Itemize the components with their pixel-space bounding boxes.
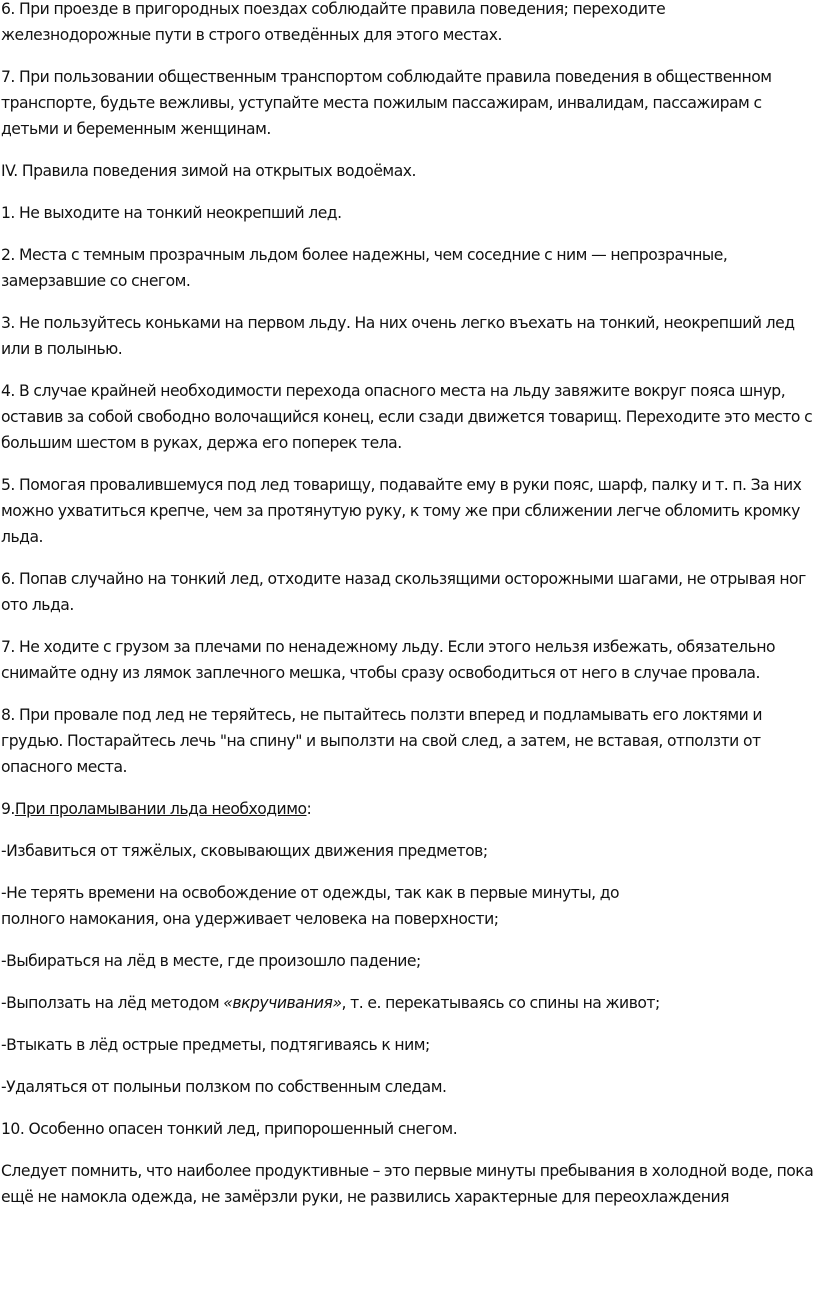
- rule-item-5: 5. Помогая провалившемуся под лед товарищу, подавайте ему в руки пояс, шарф, палку и т. п. За них можно ухватиться крепче, чем за протянутую руку, к тому же при сближении легче обломить кромку льда.: [1, 476, 802, 546]
- item-9-number: 9.: [1, 800, 15, 818]
- dash-item-2-line-2: полного намокания, она удерживает человека на поверхности;: [1, 910, 499, 928]
- section-heading: IV. Правила поведения зимой на открытых водоёмах.: [1, 162, 416, 180]
- rule-item-8: 8. При провале под лед не теряйтесь, не пытайтесь ползти вперед и подламывать его локтями и грудью. Постарайтесь лечь "на спину" и выползти на свой след, а затем, не вставая, отползти от опасного места.: [1, 706, 763, 776]
- rule-item-2: 2. Места с темным прозрачным льдом более надежны, чем соседние с ним — непрозрачные, замерзавшие со снегом.: [1, 246, 728, 290]
- dash-item-5: -Втыкать в лёд острые предметы, подтягиваясь к ним;: [1, 1036, 430, 1054]
- dash-item-2-line-1: -Не терять времени на освобождение от одежды, так как в первые минуты, до: [1, 884, 620, 902]
- dash-item-4-start: -Выползать на лёд методом: [1, 994, 224, 1012]
- dash-item-6: -Удаляться от полыньи ползком по собственным следам.: [1, 1078, 447, 1096]
- paragraph-item-7: 7. При пользовании общественным транспортом соблюдайте правила поведения в общественном транспорте, будьте вежливы, уступайте места пожилым пассажирам, инвалидам, пассажирам с детьми и беременным женщинам.: [1, 68, 772, 138]
- dash-item-4: [1, 990, 816, 1016]
- rule-item-10: 10. Особенно опасен тонкий лед, припорошенный снегом.: [1, 1120, 458, 1138]
- item-9-colon: :: [306, 800, 312, 818]
- closing-paragraph: Следует помнить, что наиболее продуктивные – это первые минуты пребывания в холодной воде, пока ещё не намокла одежда, не замёрзли руки, не развились характерные для переохлаждения: [1, 1162, 814, 1206]
- rule-item-6: 6. Попав случайно на тонкий лед, отходите назад скользящими осторожными шагами, не отрывая ног ото льда.: [1, 570, 806, 614]
- dash-item-3: -Выбираться на лёд в месте, где произошло падение;: [1, 952, 421, 970]
- rule-item-1: 1. Не выходите на тонкий неокрепший лед.: [1, 204, 342, 222]
- dash-item-2: [1, 880, 816, 932]
- rule-item-7: 7. Не ходите с грузом за плечами по ненадежному льду. Если этого нельзя избежать, обязательно снимайте одну из лямок заплечного мешка, чтобы сразу освободиться от него в случае провала.: [1, 638, 776, 682]
- dash-item-4-end: , т. е. перекатываясь со спины на живот;: [341, 994, 660, 1012]
- rule-item-3: 3. Не пользуйтесь коньками на первом льду. На них очень легко въехать на тонкий, неокрепший лед или в полынью.: [1, 314, 795, 358]
- item-9-title: При проламывании льда необходимо: [14, 800, 307, 818]
- dash-item-1: -Избавиться от тяжёлых, сковывающих движения предметов;: [1, 842, 488, 860]
- dash-item-4-term: «вкручивания»: [223, 994, 342, 1012]
- rule-item-9-heading: [1, 796, 816, 822]
- rule-item-4: 4. В случае крайней необходимости перехода опасного места на льду завяжите вокруг пояса шнур, оставив за собой свободно волочащийся конец, если сзади движется товарищ. Переходите это место с большим шестом в руках, держа его поперек тела.: [1, 382, 813, 452]
- paragraph-item-6: 6. При проезде в пригородных поездах соблюдайте правила поведения; переходите железнодорожные пути в строго отведённых для этого местах.: [1, 0, 666, 44]
